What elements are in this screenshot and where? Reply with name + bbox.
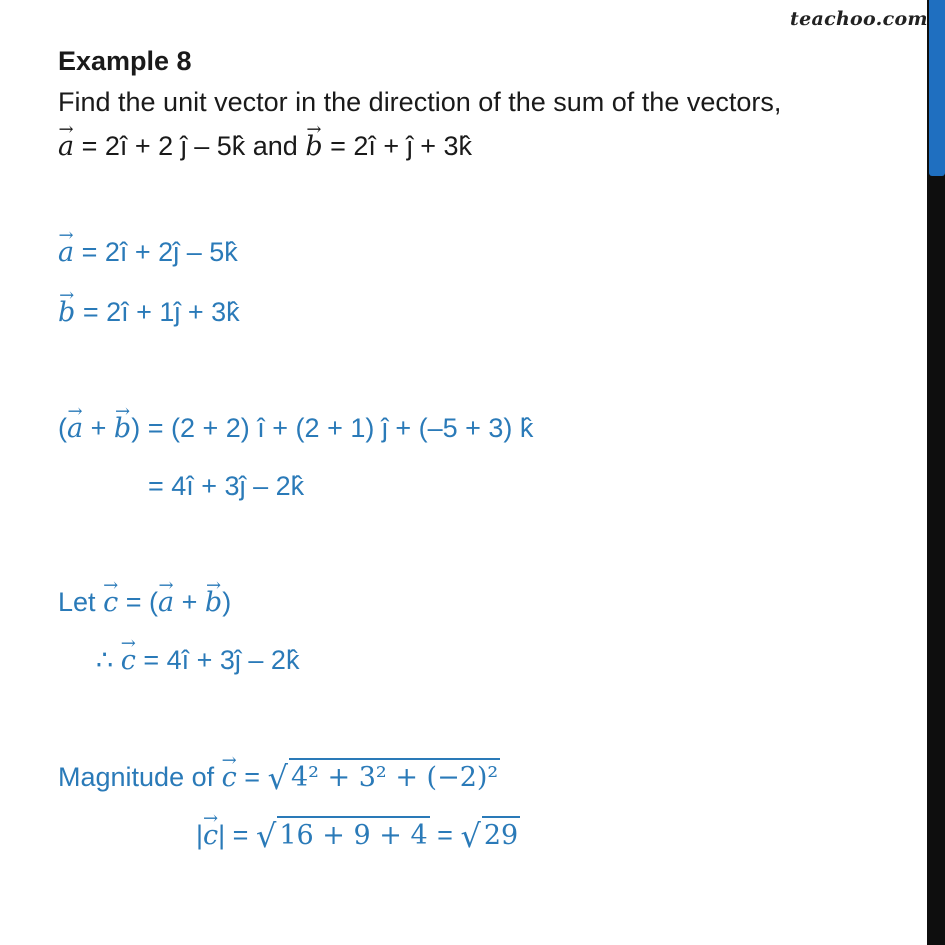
vector-c-symbol: c → <box>121 645 136 677</box>
vector-b-symbol: b → <box>58 297 75 329</box>
plus-sign: + <box>90 413 107 443</box>
teachoo-logo: teachoo.com <box>790 8 928 30</box>
therefore-line <box>96 644 299 677</box>
radical-icon: √ <box>460 817 481 855</box>
equals-sign: = <box>244 762 261 792</box>
radical-icon: √ <box>267 759 288 797</box>
sqrt-expression-1 <box>267 758 501 797</box>
solution-b-expression: = 2î + 1ĵ + 3k̂ <box>82 297 240 327</box>
sum-close-paren: ) <box>131 413 141 443</box>
vector-a-symbol: a → <box>58 237 74 269</box>
vector-a-symbol: a → <box>67 413 83 445</box>
radicand-1: 4² + 3² + (−2)² <box>289 758 500 794</box>
equals-sign: = <box>125 587 142 617</box>
vector-c-symbol: c → <box>203 820 218 852</box>
magnitude-result-line <box>196 816 520 855</box>
plus-sign: + <box>181 587 198 617</box>
question-a-expression: = 2î + 2 ĵ – 5k̂ <box>81 131 246 161</box>
abs-close: | <box>218 820 226 850</box>
question-line-1: Find the unit vector in the direction of the sum of the vectors, <box>58 87 782 117</box>
question-b-expression: = 2î + ĵ + 3k̂ <box>330 131 472 161</box>
let-text: Let <box>58 587 96 617</box>
therefore-symbol: ∴ <box>96 645 114 675</box>
radicand-2: 16 + 9 + 4 <box>277 816 429 852</box>
vector-b-symbol: b → <box>205 587 222 619</box>
let-open-paren: ( <box>149 587 158 617</box>
solution-b-line <box>58 296 240 329</box>
scrollbar-thumb[interactable] <box>929 0 945 176</box>
vector-c-symbol: c → <box>103 587 118 619</box>
c-result-expression: = 4î + 3ĵ – 2k̂ <box>143 645 300 675</box>
let-close-paren: ) <box>222 587 232 617</box>
sum-expression: = (2 + 2) î + (2 + 1) ĵ + (–5 + 3) k̂ <box>147 413 534 443</box>
sum-line <box>58 412 533 445</box>
example-title: Example 8 <box>58 46 192 76</box>
sum-open-paren: ( <box>58 413 67 443</box>
sqrt-result <box>460 816 520 855</box>
equals-sign: = <box>437 820 453 850</box>
magnitude-label: Magnitude of <box>58 762 215 792</box>
question-line-2 <box>58 130 472 163</box>
vector-b-symbol: b → <box>114 413 131 445</box>
vector-a-symbol: a → <box>58 131 74 163</box>
let-line <box>58 586 231 619</box>
vector-b-symbol: b → <box>305 131 322 163</box>
radical-icon: √ <box>255 817 277 855</box>
solution-a-line <box>58 236 238 269</box>
sum-result-line: = 4î + 3ĵ – 2k̂ <box>148 471 305 501</box>
radicand-result: 29 <box>482 816 520 852</box>
solution-a-expression: = 2î + 2ĵ – 5k̂ <box>81 237 238 267</box>
magnitude-line <box>58 758 500 797</box>
question-and: and <box>252 131 298 161</box>
vector-c-symbol: c → <box>222 762 237 794</box>
sqrt-expression-2 <box>255 816 430 855</box>
abs-open: | <box>196 820 204 850</box>
equals-sign: = <box>232 820 249 850</box>
vector-a-symbol: a → <box>158 587 174 619</box>
